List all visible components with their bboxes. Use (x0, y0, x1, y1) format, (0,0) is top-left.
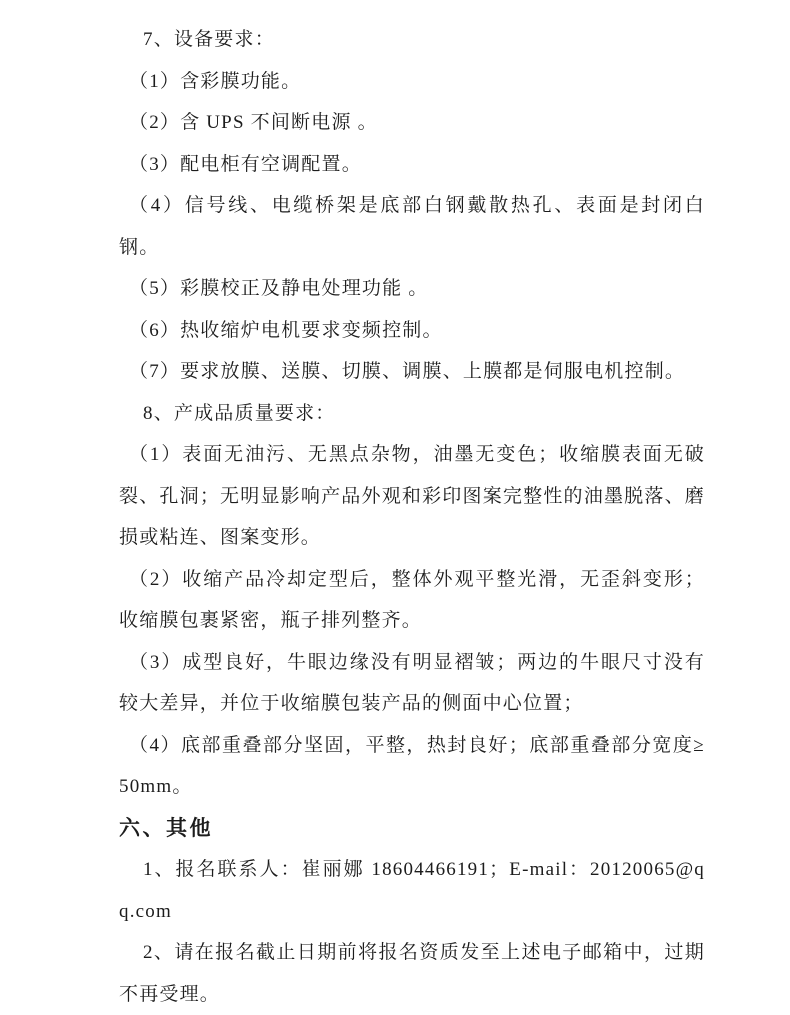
document-body (119, 19, 705, 1015)
equipment-requirement-item-4: （4）信号线、电缆桥架是底部白钢戴散热孔、表面是封闭白钢。 (119, 195, 705, 258)
equipment-requirement-item-5: （5）彩膜校正及静电处理功能 。 (129, 278, 429, 299)
quality-requirement-item-3: （3）成型良好，牛眼边缘没有明显褶皱；两边的牛眼尺寸没有较大差异，并位于收缩膜包装产品的侧面中心位置； (119, 651, 705, 714)
equipment-requirement-item-2: （2）含 UPS 不间断电源 。 (129, 112, 378, 133)
contact-info-line: 1、报名联系人：崔丽娜 18604466191；E-mail：20120065@qq.com (119, 859, 705, 922)
equipment-requirement-item-7: （7）要求放膜、送膜、切膜、调膜、上膜都是伺服电机控制。 (129, 361, 686, 382)
quality-requirement-item-4: （4）底部重叠部分坚固，平整，热封良好；底部重叠部分宽度≥50mm。 (119, 734, 705, 797)
others-section-heading: 六、其他 (119, 815, 213, 840)
equipment-requirements-heading: 7、设备要求： (143, 29, 275, 50)
quality-requirement-item-2: （2）收缩产品冷却定型后，整体外观平整光滑，无歪斜变形；收缩膜包裹紧密，瓶子排列整齐。 (119, 568, 705, 631)
equipment-requirement-item-1: （1）含彩膜功能。 (129, 70, 302, 92)
quality-requirements-heading: 8、产成品质量要求： (143, 402, 336, 424)
quality-requirement-item-1: （1）表面无油污、无黑点杂物，油墨无变色；收缩膜表面无破裂、孔洞；无明显影响产品外观和彩印图案完整性的油墨脱落、磨损或粘连、图案变形。 (119, 444, 705, 548)
equipment-requirement-item-3: （3）配电柜有空调配置。 (129, 153, 362, 175)
deadline-note-line: 2、请在报名截止日期前将报名资质发至上述电子邮箱中，过期不再受理。 (119, 942, 705, 1005)
equipment-requirement-item-6: （6）热收缩炉电机要求变频控制。 (129, 319, 443, 341)
